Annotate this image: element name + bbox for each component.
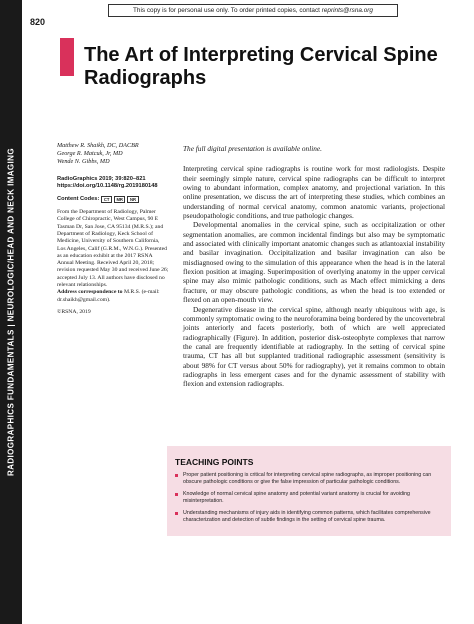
teaching-points-list: [175, 472, 443, 523]
title-accent-bar: [60, 38, 74, 76]
page-number: 820: [30, 17, 46, 27]
body-paragraph: Degenerative disease in the cervical spine, although nearly ubiquitous with age, is commonly symptomatic owing to the neuroforamina being bordered by the uncovertebral joints anteriorly and facets posteriorly, both of which are well appreciated radiographically (Figure). In addition, posterior disk-osteophyte complexes that narrow the canal are frequently identifiable at radiography. In the setting of cervical spine trauma, CT has all but supplanted traditional radiographic assessment (sensitivity is about 98% for CT versus about 50% for radiography), yet it remains common to obtain radiographs in less emergent cases and for the dynamic assessment of stability with flexion and extension radiographs.: [183, 304, 445, 389]
content-codes: [57, 196, 169, 204]
sidebar-section-label: RADIOGRAPHICS FUNDAMENTALS | NEUROLOGIC/HEAD AND NECK IMAGING: [6, 148, 16, 476]
reprints-email[interactable]: reprints@rsna.org: [321, 7, 373, 14]
section-sidebar: [0, 0, 22, 624]
teaching-point: Proper patient positioning is critical for interpreting cervical spine radiographs, as improper positioning can obscure pathologic conditions or give the false impression of particular pathologic conditions.: [175, 472, 443, 486]
affiliation-text: From the Department of Radiology, Palmer College of Chiropractic, West Campus, 90 E Tasman Dr, San Jose, CA 95134 (M.R.S.); and Department of Radiology, Keck School of Medicine, University of Southern California, Los Angeles, Calif (G.R.M., W.N.G.). Presented as an education exhibit at the 2017 RSNA Annual Meeting. Received April 20, 2018; revision requested May 30 and received June 26; accepted July 13. All authors have disclosed no relevant relationships.: [57, 209, 169, 289]
author-list: [57, 142, 169, 166]
teaching-points-box: [167, 446, 451, 536]
article-meta-column: [57, 142, 169, 316]
author: George R. Matcuk, Jr, MD: [57, 150, 123, 157]
teaching-point: Understanding mechanisms of injury aids in identifying common patterns, which facilitates comprehensive characterization and detection of subtle findings in the setting of cervical spine trauma.: [175, 510, 443, 524]
article-body: [183, 144, 445, 389]
citation-block: [57, 176, 169, 203]
article-title: The Art of Interpreting Cervical Spine Radiographs: [84, 44, 438, 89]
journal-reference: RadioGraphics 2019; 39:820–821: [57, 176, 146, 182]
content-code-badge: CT: [101, 196, 112, 204]
teaching-point: Knowledge of normal cervical spine anatomy and potential variant anatomy is crucial for avoiding misinterpretation.: [175, 491, 443, 505]
content-code-badge: MR: [114, 196, 126, 204]
notice-text: This copy is for personal use only. To order printed copies, contact: [133, 7, 320, 14]
content-code-badge: NR: [127, 196, 138, 204]
teaching-points-heading: TEACHING POINTS: [175, 457, 254, 467]
copyright-notice: [108, 4, 398, 17]
correspondence: [57, 289, 169, 304]
author: Wende N. Gibbs, MD: [57, 158, 110, 165]
body-paragraph: Developmental anomalies in the cervical spine, such as occipitalization or other segmentation anomalies, are common incidental findings but also may be symptomatic and associated with clinically important anatomic changes such as atlantoaxial instability and basilar invagination. Occipitalization and basilar invagination can also be misdiagnosed owing to the simulation of this appearance when the head is in the lateral flexion position at imaging. Superimposition of overlying anatomy in the upper cervical spine may also mimic pathologic conditions, such as Mach effect mimicking a dens fracture, or may obscure pathologic conditions, as when the head is too extended or flexed on an open-mouth view.: [183, 220, 445, 305]
correspondence-label: Address correspondence to: [57, 289, 123, 296]
correspondence-contact: M.R.S. (e-mail: dr.shaikh@gmail.com).: [57, 289, 160, 303]
author: Matthew R. Shaikh, DC, DACBR: [57, 142, 139, 149]
body-paragraph: Interpreting cervical spine radiographs is routine work for most radiologists. Despite their seemingly simple nature, cervical spine radiographs can be difficult to interpret owing to abundant information, complex anatomy, and projectional variation. In this online presentation, we discuss the art of interpreting these studies, which combines an understanding of normal cervical anatomy, common anatomic variants, projectional pseudopathologic conditions, and true pathologic changes.: [183, 164, 445, 221]
copyright-line: ©RSNA, 2019: [57, 308, 91, 315]
online-availability-note: The full digital presentation is available online.: [183, 144, 322, 153]
doi-link[interactable]: https://doi.org/10.1148/rg.2019180148: [57, 183, 158, 190]
content-codes-label: Content Codes:: [57, 195, 100, 202]
